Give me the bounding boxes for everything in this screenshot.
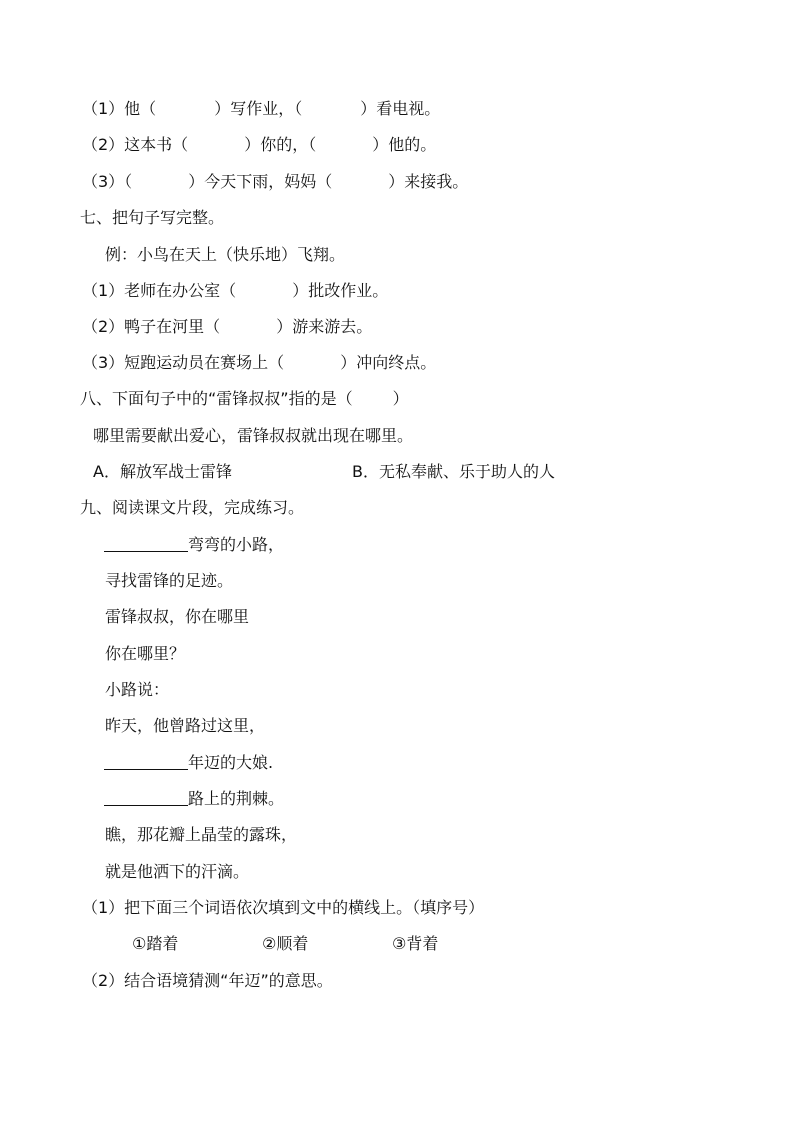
choice-3: ③背着 [392,934,439,953]
q7-line-1-part-a: （1）老师在办公室（ [82,281,237,300]
poem-line-3: 雷锋叔叔，你在哪里 [105,607,250,626]
choice-1: ①踏着 [132,934,179,953]
q8-title-part-a: 八、下面句子中的“雷锋叔叔”指的是（ [80,389,353,408]
q8-title-part-b: ） [392,389,409,408]
poem-line-7-text: 年迈的大娘. [188,753,274,772]
q7-line-2 [82,317,372,337]
q8-options [93,462,555,482]
choice-2: ②顺着 [262,934,309,953]
q7-example: 例：小鸟在天上（快乐地）飞翔。 [105,245,346,264]
q6-line-3-part-a: （3）（ [82,172,133,191]
q9-sub-question-1: （1）把下面三个词语依次填到文中的横线上。（填序号） [82,898,485,917]
q6-line-2-part-b: ）你的，（ [244,135,317,154]
poem-line-8 [104,789,284,809]
q8-option-b: B．无私奉献、乐于助人的人 [352,462,555,481]
fill-blank-1[interactable] [104,535,188,552]
poem-line-4: 你在哪里？ [105,644,186,663]
q6-line-1-part-c: ）看电视。 [360,99,441,118]
q6-line-3 [82,172,468,192]
q7-line-1 [82,281,388,301]
q9-title: 九、阅读课文片段，完成练习。 [80,498,305,517]
poem-line-5: 小路说： [105,680,170,699]
q6-line-1 [82,99,440,119]
fill-blank-3[interactable] [104,789,188,806]
q6-line-3-part-b: ）今天下雨，妈妈（ [188,172,333,191]
q9-choices [132,934,438,954]
poem-line-2: 寻找雷锋的足迹。 [105,571,234,590]
q6-line-2-part-a: （2）这本书（ [82,135,189,154]
q6-line-1-part-a: （1）他（ [82,99,157,118]
q6-line-2 [82,135,436,155]
poem-line-1 [104,535,284,555]
poem-line-7 [104,753,273,773]
q6-line-3-part-c: ）来接我。 [388,172,469,191]
poem-line-6: 昨天，他曾路过这里， [105,716,266,735]
q9-sub-question-2: （2）结合语境猜测“年迈”的意思。 [82,971,333,990]
q7-line-2-part-a: （2）鸭子在河里（ [82,317,221,336]
q7-line-2-part-b: ）游来游去。 [276,317,373,336]
q6-line-2-part-c: ）他的。 [372,135,437,154]
q8-sentence: 哪里需要献出爱心，雷锋叔叔就出现在哪里。 [93,426,414,445]
q7-line-3-part-a: （3）短跑运动员在赛场上（ [82,353,285,372]
poem-line-8-text: 路上的荆棘。 [188,789,285,808]
q8-option-a: A．解放军战士雷锋 [93,462,232,481]
q6-line-1-part-b: ）写作业，（ [214,99,303,118]
q8-title [80,389,409,409]
poem-line-10: 就是他洒下的汗滴。 [105,862,250,881]
poem-line-9: 瞧，那花瓣上晶莹的露珠， [105,825,298,844]
q7-line-1-part-b: ）批改作业。 [292,281,389,300]
poem-line-1-text: 弯弯的小路， [188,535,285,554]
fill-blank-2[interactable] [104,753,188,770]
q7-title: 七、把句子写完整。 [80,208,225,227]
q7-line-3 [82,353,436,373]
q7-line-3-part-b: ）冲向终点。 [340,353,437,372]
